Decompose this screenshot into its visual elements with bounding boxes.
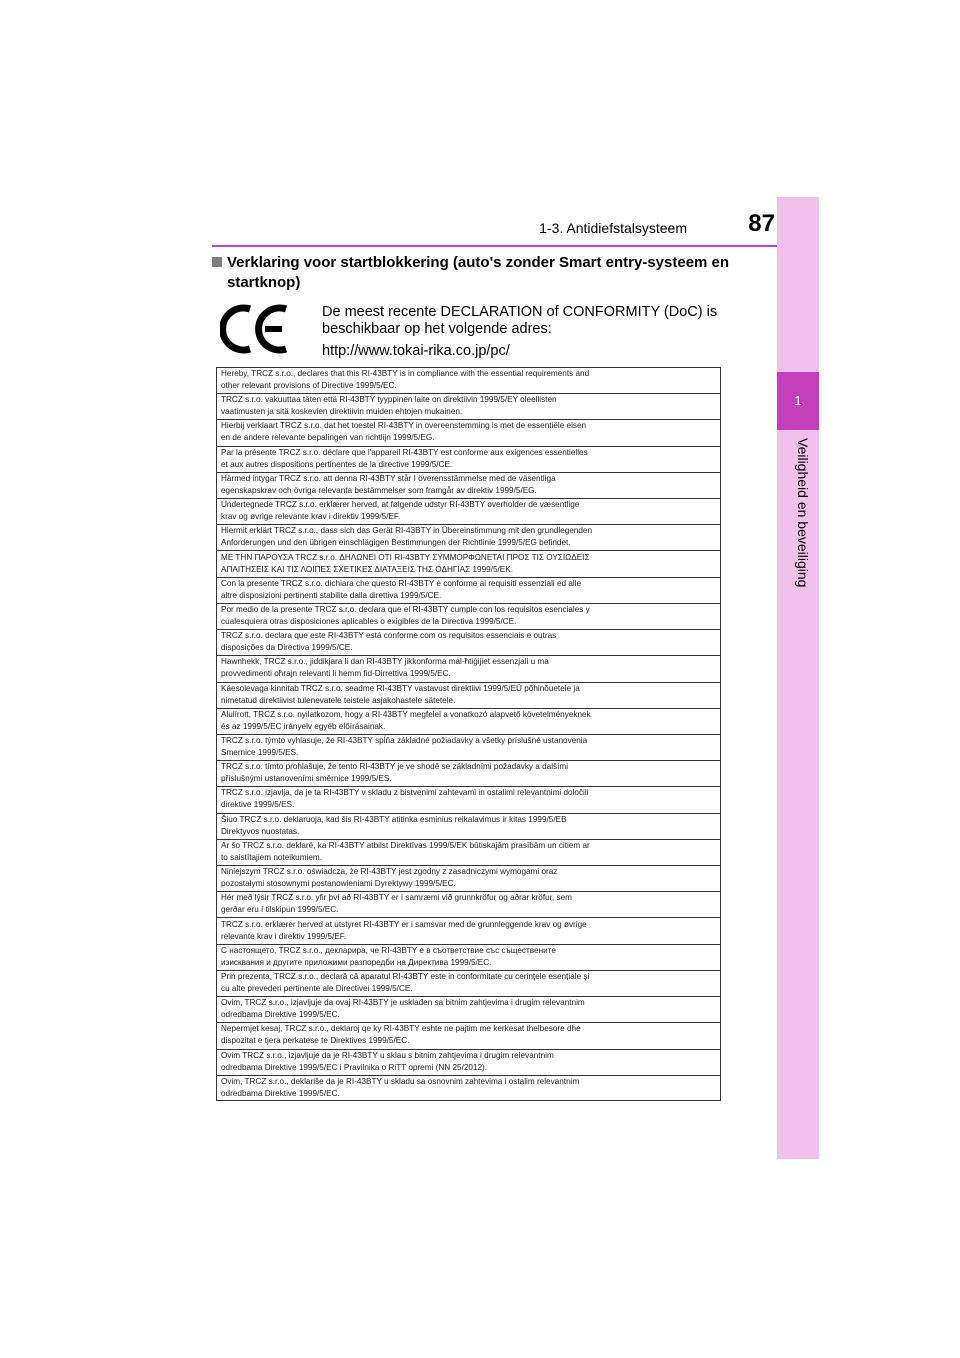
doc-intro-line-2: beschikbaar op het volgende adres: (322, 321, 552, 337)
declaration-row (217, 394, 720, 420)
page-number: 87 (748, 210, 775, 237)
declaration-line-1: Hiermit erklärt TRCZ s.r.o., dass sich das Gerät RI-43BTY in Übereinstimmung mit den grundlegenden (221, 526, 593, 536)
declaration-row (217, 892, 720, 918)
declaration-row (217, 552, 720, 578)
declaration-row (217, 656, 720, 682)
declaration-line-1: Prin prezenta, TRCZ s.r.o., declară că aparatul RI-43BTY este in conformitate cu cerințele esențiale și (221, 971, 590, 981)
declaration-line-2: изисквания и другите приложими разпоредби на Директива 1999/5/ЕС. (221, 957, 492, 967)
chapter-number-box: 1 (777, 372, 819, 430)
declaration-row (217, 578, 720, 604)
declaration-row (217, 787, 720, 813)
declaration-row (217, 473, 720, 499)
declaration-line-1: TRCZ s.r.o. erklærer herved at utstyret RI-43BTY er i samsvar med de grunnleggende krav og øvrige (221, 919, 587, 929)
declaration-line-2: pozostałymi stosownymi postanowieniami Dyrektywy 1999/5/EC. (221, 879, 456, 889)
chapter-title-vertical: Veiligheid en beveiliging (795, 438, 811, 588)
declaration-line-1: TRCZ s.r.o. tímto prohlašuje, že tento RI-43BTY je ve shodě se základními požadavky a dalšími (221, 762, 569, 772)
declaration-row (217, 997, 720, 1023)
declaration-line-1: С настоящето, TRCZ s.r.o., декларира, че RI-43BTY е в съответствие със съществените (221, 945, 556, 955)
declaration-line-2: disposições da Directiva 1999/5/CE. (221, 643, 353, 653)
declaration-line-2: to saistītajiem noteikumiem. (221, 852, 323, 862)
declaration-line-1: Undertegnede TRCZ s.r.o. erklærer herved, at følgende udstyr RI-43BTY overholder de væsentlige (221, 500, 580, 510)
header-rule (212, 245, 777, 247)
square-bullet-icon (212, 257, 222, 267)
declaration-line-2: et aux autres dispositions pertinentes de la directive 1999/5/CE. (221, 459, 453, 469)
declaration-line-1: Hierbij verklaart TRCZ s.r.o. dat het toestel RI-43BTY in overeenstemming is met de essentiële eisen (221, 421, 587, 431)
declaration-line-2: provvedimenti oħrajn relevanti li hemm fid-Dirrettiva 1999/5/EC. (221, 669, 451, 679)
declaration-line-1: Par la présente TRCZ s.r.o. déclare que l'appareil RI-43BTY est conforme aux exigences essentielles (221, 447, 588, 457)
declaration-line-2: odredbama Direktive 1999/5/EC. (221, 1010, 340, 1020)
declaration-line-1: Niniejszym TRCZ s.r.o. oświadcza, że RI-43BTY jest zgodny z zasadniczymi wymogami oraz (221, 867, 558, 877)
declaration-line-2: en de andere relevante bepalingen van richtlijn 1999/5/EG. (221, 433, 435, 443)
declaration-row (217, 1076, 720, 1102)
declaration-line-2: Anforderungen und den übrigen einschlägigen Bestimmungen der Richtlinie 1999/5/EG befindet. (221, 538, 571, 548)
declaration-row (217, 919, 720, 945)
declaration-row (217, 604, 720, 630)
declaration-line-2: ΑΠΑΙΤΗΣΕΙΣ ΚΑΙ ΤΙΣ ΛΟΙΠΕΣ ΣΧΕΤΙΚΕΣ ΔΙΑΤΑΞΕΙΣ ΤΗΣ ΟΔΗΓΙΑΣ 1999/5/ΕΚ. (221, 564, 513, 574)
declaration-line-2: other relevant provisions of Directive 1999/5/EC. (221, 381, 397, 390)
declaration-row (217, 683, 720, 709)
chapter-side-tab (777, 197, 819, 1159)
declaration-line-1: Hér með lýsir TRCZ s.r.o. yfir því að RI-43BTY er í samræmi við grunnkröfur og aðrar kröfur, sem (221, 893, 572, 903)
declaration-table (216, 367, 721, 1101)
declaration-row (217, 840, 720, 866)
declaration-line-1: Ar šo TRCZ s.r.o. deklarē, ka RI-43BTY atbilst Direktīvas 1999/5/EK būtiskajām prasībām un citiem ar (221, 840, 590, 850)
declaration-line-1: Por medio de la presente TRCZ s.r.o. declara que el RI-43BTY cumple con los requisitos esenciales y (221, 604, 590, 614)
section-heading (212, 253, 752, 293)
declaration-row (217, 866, 720, 892)
declaration-line-2: krav og øvrige relevante krav i direktiv 1999/5/EF. (221, 512, 401, 522)
declaration-line-1: Šiuo TRCZ s.r.o. deklaruoja, kad šis RI-43BTY atitinka esminius reikalavimus ir kitas 1999/5/EB (221, 814, 567, 824)
declaration-line-1: TRCZ s.r.o. declara que este RI-43BTY está conforme com os requisitos essenciais e outras (221, 631, 557, 641)
declaration-row (217, 630, 720, 656)
declaration-line-1: TRCZ s.r.o. vakuuttaa täten että RI-43BTY tyyppinen laite on direktiivin 1999/5/EY oleellisten (221, 395, 557, 405)
declaration-line-2: relevante krav i direktiv 1999/5/EF. (221, 931, 347, 941)
declaration-row (217, 735, 720, 761)
declaration-line-2: altre disposizioni pertinenti stabilite dalla direttiva 1999/5/CE. (221, 590, 442, 600)
declaration-line-1: Ovim, TRCZ s.r.o., deklariše da je RI-43BTY u skladu sa osnovnim zahtevima i ostalim relevantnim (221, 1076, 580, 1086)
declaration-row (217, 971, 720, 997)
declaration-line-1: TRCZ s.r.o. izjavlja, da je ta RI-43BTY v skladu z bistvenimi zahtevami in ostalimi relevantnimi določili (221, 788, 589, 798)
declaration-row (217, 761, 720, 787)
declaration-line-1: Hawnhekk, TRCZ s.r.o., jiddikjara li dan RI-43BTY jikkonforma mal-ħtiġijiet essenzjali u ma (221, 657, 549, 667)
ce-mark-logo (220, 303, 290, 355)
declaration-row (217, 499, 720, 525)
declaration-line-1: Nepermjet kesaj, TRCZ s.r.o., deklaroj qe ky RI-43BTY eshte ne pajtim me kerkesat thelbesore dhe (221, 1024, 581, 1034)
declaration-line-2: příslušnými ustanoveními směrnice 1999/5/ES. (221, 774, 392, 784)
doc-intro (322, 304, 754, 360)
declaration-row (217, 814, 720, 840)
declaration-line-2: gerðar eru í tilskipun 1999/5/EC. (221, 905, 339, 915)
doc-url[interactable]: http://www.tokai-rika.co.jp/pc/ (322, 343, 510, 359)
declaration-line-2: cualesquiera otras disposiciones aplicables o exigibles de la Directiva 1999/5/CE. (221, 616, 517, 626)
declaration-line-1: ΜΕ ΤΗΝ ΠΑΡΟΥΣΑ TRCZ s.r.o. ΔΗΛΩΝΕΙ ΟΤΙ RI-43BTY ΣΥΜΜΟΡΦΩΝΕΤΑΙ ΠΡΟΣ ΤΙΣ ΟΥΣΙΩΔΕΙΣ (221, 552, 590, 562)
declaration-line-2: dispozitat e tjera perkatese te Direktives 1999/5/EC. (221, 1036, 410, 1046)
running-header-section: 1-3. Antidiefstalsysteem (539, 220, 687, 236)
doc-intro-line-1: De meest recente DECLARATION of CONFORMITY (DoC) is (322, 304, 718, 320)
declaration-line-2: Smernice 1999/5/ES. (221, 748, 299, 757)
section-heading-text: Verklaring voor startblokkering (auto's zonder Smart entry-systeem en startknop) (227, 254, 730, 291)
declaration-line-1: Hereby, TRCZ s.r.o., declares that this RI-43BTY is in compliance with the essential requirements and (221, 369, 590, 378)
declaration-line-1: Alulírott, TRCZ s.r.o. nyilatkozom, hogy a RI-43BTY megfelel a vonatkozó alapvető követelményeknek (221, 709, 591, 719)
declaration-line-1: Käesolevaga kinnitab TRCZ s.r.o. seadme RI-43BTY vastavust direktiivi 1999/5/EÜ põhinõuetele ja (221, 683, 580, 693)
declaration-line-1: Härmed intygar TRCZ s.r.o. att denna RI-43BTY står I överensstämmelse med de väsentliga (221, 473, 556, 483)
declaration-row (217, 1023, 720, 1049)
declaration-row (217, 945, 720, 971)
declaration-line-2: nimetatud direktiivist tulenevatele teistele asjakohastele sätetele. (221, 695, 456, 705)
declaration-line-2: direktive 1999/5/ES. (221, 800, 295, 810)
declaration-line-1: Con la presente TRCZ s.r.o. dichiara che questo RI-43BTY è conforme ai requisiti essenziali ed alle (221, 578, 582, 588)
declaration-line-2: Direktyvos nuostatas. (221, 826, 300, 836)
declaration-row (217, 420, 720, 446)
declaration-line-1: TRCZ s.r.o. týmto vyhlasuje, že RI-43BTY spĺňa základné požiadavky a všetky príslušné ustanovenia (221, 736, 588, 745)
declaration-line-1: Ovim, TRCZ s.r.o., izjavljuje da ovaj RI-43BTY je usklađen sa bitnim zahtjevima i drugim relevantnim (221, 998, 585, 1008)
declaration-line-1: Ovim TRCZ s.r.o., izjavljuje da je RI-43BTY u sklau s bitnim zahtjevima i drugim relevantnim (221, 1050, 554, 1060)
declaration-row (217, 525, 720, 551)
declaration-row (217, 368, 720, 394)
declaration-row (217, 1050, 720, 1076)
declaration-line-2: egenskapskrav och övriga relevanta bestämmelser som framgår av direktiv 1999/5/EG. (221, 485, 537, 495)
declaration-row (217, 709, 720, 735)
declaration-line-2: és az 1999/5/EC irányelv egyéb előírásainak. (221, 721, 386, 731)
declaration-row (217, 447, 720, 473)
declaration-line-2: cu alte prevederi pertinente ale Directivei 1999/5/CE. (221, 983, 413, 993)
declaration-line-2: odredbama Direktive 1999/5/EC. (221, 1088, 340, 1098)
declaration-line-2: vaatimusten ja sitä koskevien direktiivin muiden ehtojen mukainen. (221, 407, 463, 417)
declaration-line-2: odredbama Direktive 1999/5/EC i Pravilnika o RiTT opremi (NN 25/2012). (221, 1062, 488, 1072)
